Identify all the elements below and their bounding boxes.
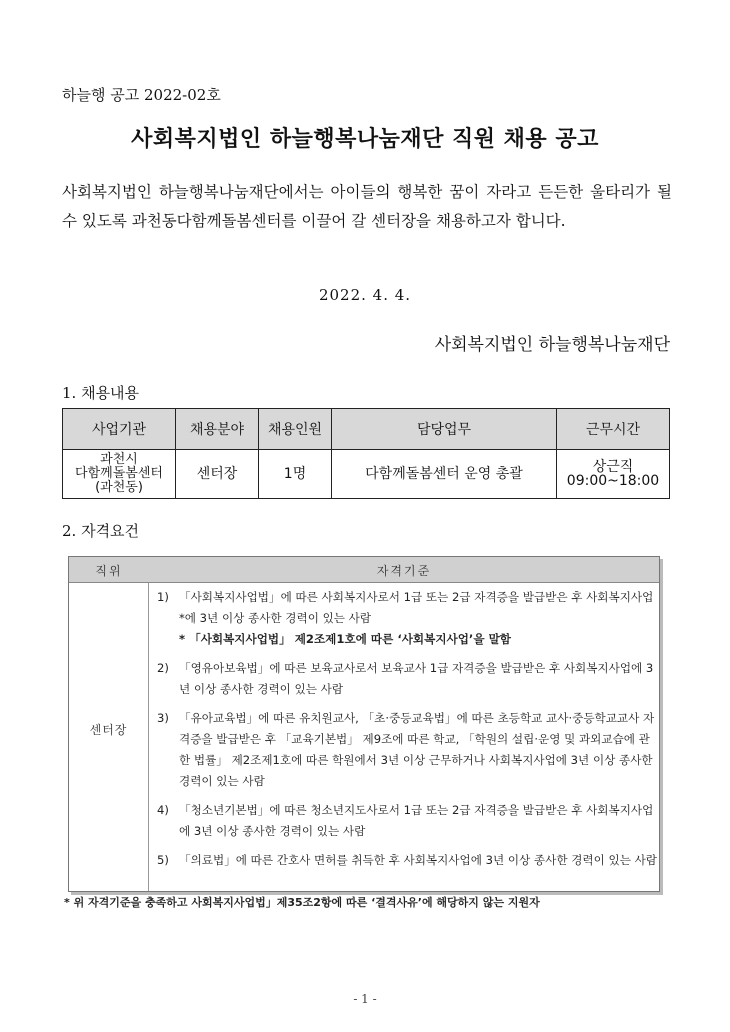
- list-item: [157, 658, 657, 700]
- page-title: 사회복지법인 하늘행복나눔재단 직원 채용 공고: [131, 127, 599, 152]
- cell-hours: [557, 450, 670, 499]
- qualification-header: [69, 557, 659, 583]
- cell-duty: 다함께돌봄센터 운영 총괄: [332, 450, 557, 499]
- institution-line: (과천동): [95, 480, 143, 495]
- table-row: [63, 450, 670, 499]
- institution-line: 다함께돌봄센터: [75, 466, 163, 481]
- cell-count: 1명: [259, 450, 332, 499]
- cell-institution: [63, 450, 176, 499]
- item-number: 5): [157, 853, 169, 867]
- list-item: [157, 708, 657, 792]
- criteria-list: [157, 587, 657, 879]
- item-number: 1): [157, 590, 169, 604]
- item-text: 「의료법」에 따른 간호사 면허를 취득한 후 사회복지사업에 3년 이상 종사한 경력이 있는 사람: [179, 853, 657, 867]
- intro-paragraph: 사회복지법인 하늘행복나눔재단에서는 아이들의 행복한 꿈이 자라고 든든한 울타리가 될 수 있도록 과천동다함께돌봄센터를 이끌어 갈 센터장을 채용하고자 합니다.: [62, 183, 672, 230]
- item-number: 4): [157, 803, 169, 817]
- organization-name: 사회복지법인 하늘행복나눔재단: [434, 335, 670, 355]
- notice-number: 하늘행 공고 2022-02호: [62, 86, 221, 104]
- item-note: * 「사회복지사업법」 제2조제1호에 따른 ‘사회복지사업’을 말함: [179, 632, 511, 646]
- item-text: 「유아교육법」에 따른 유치원교사, 「초·중등교육법」에 따른 초등학교 교사·중등학교교사 자격증을 발급받은 후 「교육기본법」 제9조에 따른 학교, 「학원의 설립·운영 및 과외교습에 관한 법률」 제2조제1호에 따른 학원에서 3년 이상 근무하거나 사회복지사업에 3년 이상 종사한 경력이 있는 사람: [179, 711, 655, 788]
- footnote: * 위 자격기준을 충족하고 사회복지사업법」제35조2항에 따른 ‘결격사유’에 해당하지 않는 지원자: [64, 896, 540, 909]
- hours-type: 상근직: [592, 459, 634, 475]
- header-institution: 사업기관: [63, 409, 176, 450]
- section-heading-recruitment: 1. 채용내용: [62, 384, 140, 402]
- list-item: [157, 800, 657, 842]
- header-criteria: 자격기준: [376, 564, 432, 578]
- item-number: 3): [157, 711, 169, 725]
- table-header-row: [63, 409, 670, 450]
- position-cell: [69, 583, 149, 891]
- header-count: 채용인원: [259, 409, 332, 450]
- item-text: 「영유아보육법」에 따른 보육교사로서 보육교사 1급 자격증을 발급받은 후 사회복지사업에 3년 이상 종사한 경력이 있는 사람: [179, 661, 654, 696]
- header-hours: 근무시간: [557, 409, 670, 450]
- position-label: 센터장: [89, 723, 128, 737]
- item-text: 「사회복지사업법」에 따른 사회복지사로서 1급 또는 2급 자격증을 발급받은 후 사회복지사업*에 3년 이상 종사한 경력이 있는 사람: [179, 590, 654, 625]
- qualification-table: [68, 556, 660, 892]
- item-number: 2): [157, 661, 169, 675]
- cell-field: 센터장: [176, 450, 259, 499]
- header-duty: 담당업무: [332, 409, 557, 450]
- list-item: [157, 850, 657, 871]
- hours-value: 09:00~18:00: [566, 473, 660, 489]
- recruitment-table: [62, 408, 670, 499]
- header-position: 직위: [95, 564, 123, 578]
- page-number: - 1 -: [353, 992, 377, 1006]
- item-text: 「청소년기본법」에 따른 청소년지도사로서 1급 또는 2급 자격증을 발급받은 후 사회복지사업에 3년 이상 종사한 경력이 있는 사람: [179, 803, 654, 838]
- section-heading-qualifications: 2. 자격요건: [62, 522, 140, 540]
- institution-line: 과천시: [100, 452, 138, 467]
- notice-date: 2022. 4. 4.: [318, 286, 412, 304]
- list-item: [157, 587, 657, 650]
- header-field: 채용분야: [176, 409, 259, 450]
